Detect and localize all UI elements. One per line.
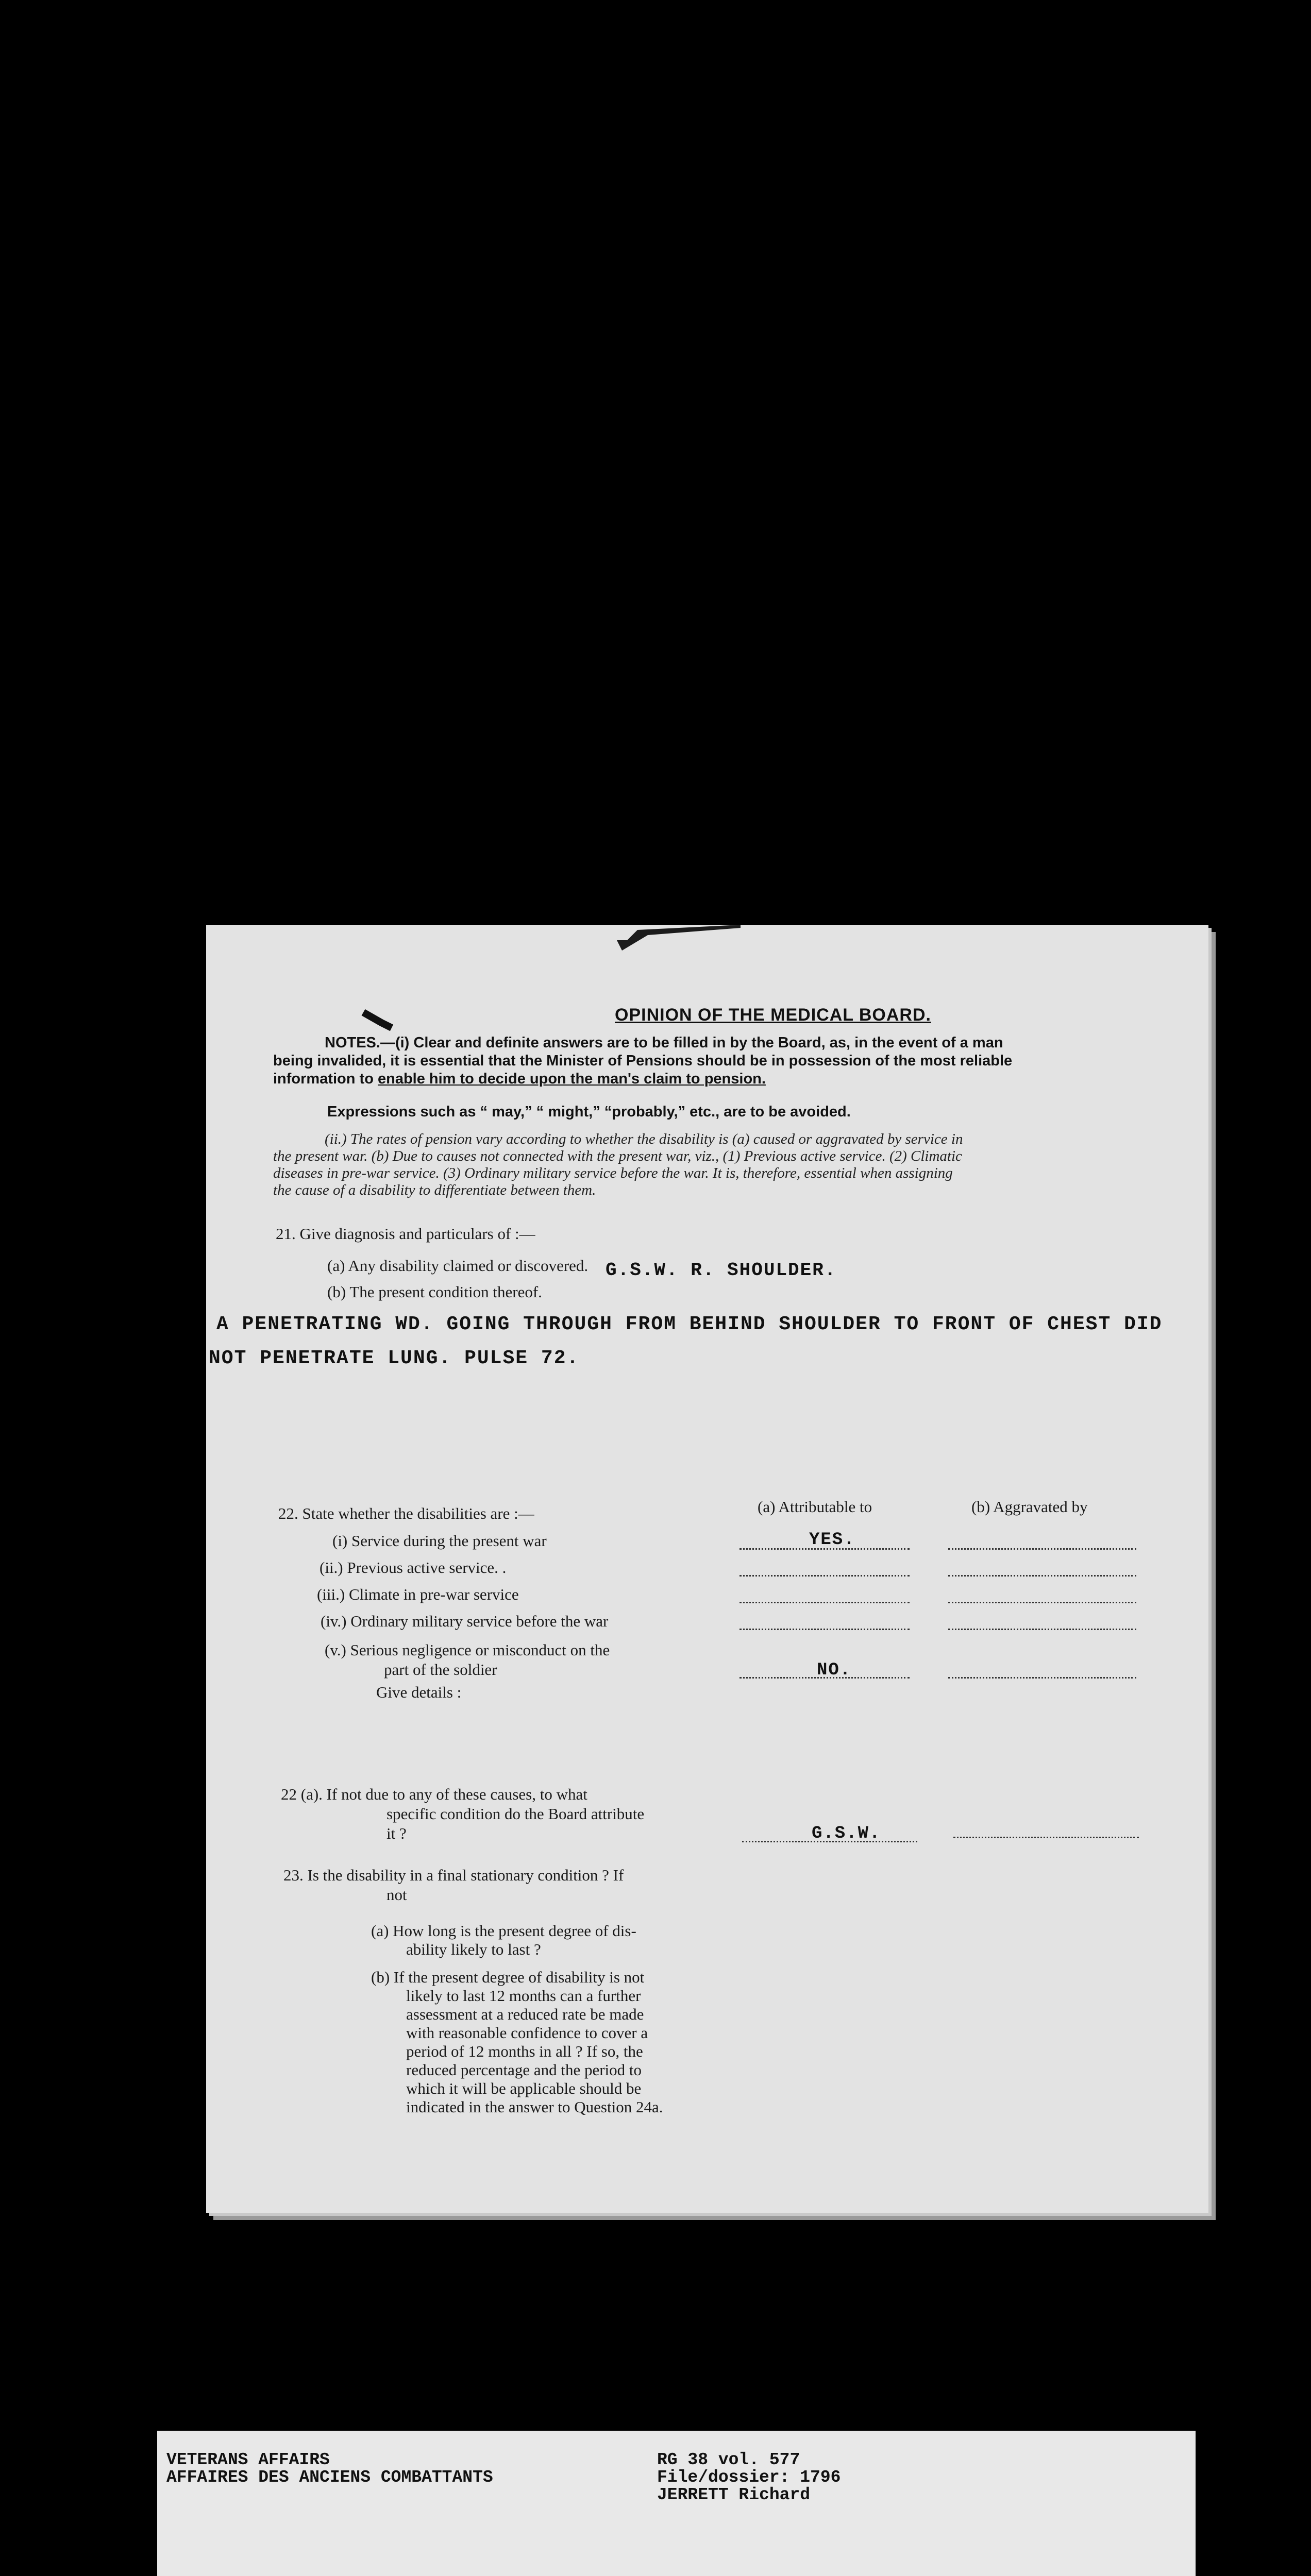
file-number: File/dossier: 1796 [657, 2468, 841, 2487]
q23a-line-2: ability likely to last ? [406, 1940, 541, 1958]
q23b-line-6: reduced percentage and the period to [406, 2061, 642, 2079]
q22-item-i: (i) Service during the present war [332, 1532, 547, 1550]
record-group: RG 38 vol. 577 [657, 2450, 800, 2469]
rates-line-1: (ii.) The rates of pension vary according to whether the disability is (a) caused or aggravated by service in [325, 1131, 963, 1147]
q22-item-ii: (ii.) Previous active service. . [320, 1558, 507, 1577]
answer-line-b-i [948, 1548, 1136, 1550]
answer-line-a-ii [739, 1575, 910, 1577]
q22a-answer: G.S.W. [812, 1824, 881, 1843]
q23b-line-4: with reasonable confidence to cover a [406, 2024, 648, 2042]
notes-line-3-b: enable him to decide upon the man's claim to pension. [377, 1071, 766, 1087]
answer-line-22a-b [953, 1837, 1139, 1838]
torn-paper-icon [617, 925, 741, 951]
q22a-line-2: specific condition do the Board attribute [386, 1805, 645, 1823]
q23-line-2: not [386, 1886, 407, 1904]
answer-line-a-iv [739, 1629, 910, 1630]
q21b-label: (b) The present condition thereof. [327, 1283, 542, 1301]
q22-item-iii: (iii.) Climate in pre-war service [317, 1585, 519, 1603]
q23b-line-5: period of 12 months in all ? If so, the [406, 2042, 643, 2060]
ink-mark-icon [361, 1007, 397, 1033]
answer-line-b-iv [948, 1629, 1136, 1630]
column-b-header: (b) Aggravated by [971, 1498, 1088, 1516]
expressions-note: Expressions such as “ may,” “ might,” “probably,” etc., are to be avoided. [327, 1104, 851, 1120]
q22-answer-i: YES. [809, 1530, 855, 1550]
q21b-answer-line-1: A PENETRATING WD. GOING THROUGH FROM BEHIND SHOULDER TO FRONT OF CHEST DID [216, 1313, 1163, 1335]
q21b-answer-line-2: NOT PENETRATE LUNG. PULSE 72. [209, 1347, 580, 1369]
person-name: JERRETT Richard [657, 2485, 811, 2504]
medical-board-form [206, 925, 1208, 2213]
rates-line-2: the present war. (b) Due to causes not connected with the present war, viz., (1) Previous active service. (2) Climatic [273, 1148, 962, 1164]
q22-item-v-cont: part of the soldier [384, 1660, 497, 1679]
q23b-line-8: indicated in the answer to Question 24a. [406, 2098, 663, 2116]
notes-paragraph [273, 1034, 1139, 1088]
answer-line-b-iii [948, 1602, 1136, 1603]
notes-line-3 [273, 1070, 1139, 1088]
rates-paragraph [273, 1131, 1139, 1199]
give-details-label: Give details : [376, 1683, 462, 1701]
q21-label: 21. Give diagnosis and particulars of :— [276, 1225, 535, 1243]
q23b-line-3: assessment at a reduced rate be made [406, 2005, 644, 2023]
q22-label: 22. State whether the disabilities are :— [278, 1504, 534, 1522]
q23b-line-2: likely to last 12 months can a further [406, 1987, 641, 2005]
q23a-line-1: (a) How long is the present degree of dis- [371, 1922, 636, 1940]
rates-line-4: the cause of a disability to differentiate between them. [273, 1182, 596, 1198]
q22a-line-3: it ? [386, 1824, 407, 1842]
column-a-header: (a) Attributable to [758, 1498, 872, 1516]
q23b-block [371, 1968, 663, 2116]
q22-item-iv: (iv.) Ordinary military service before the war [321, 1612, 609, 1630]
notes-line-2: being invalided, it is essential that the Minister of Pensions should be in possession of the most reliable [273, 1053, 1013, 1069]
org-english: VETERANS AFFAIRS [166, 2450, 330, 2469]
q22a-line-1: 22 (a). If not due to any of these causes, to what [281, 1785, 587, 1803]
answer-line-b-v [948, 1677, 1136, 1679]
q21a-answer: G.S.W. R. SHOULDER. [606, 1260, 837, 1281]
archive-label-card [157, 2431, 1196, 2576]
q23b-line-1: (b) If the present degree of disability is not [371, 1968, 645, 1986]
answer-line-b-ii [948, 1575, 1136, 1577]
q21a-label: (a) Any disability claimed or discovered. [327, 1257, 589, 1275]
org-french: AFFAIRES DES ANCIENS COMBATTANTS [166, 2468, 493, 2487]
answer-line-a-iii [739, 1602, 910, 1603]
form-title: OPINION OF THE MEDICAL BOARD. [615, 1005, 931, 1025]
q23-line-1: 23. Is the disability in a final stationary condition ? If [283, 1866, 624, 1884]
q22-item-v: (v.) Serious negligence or misconduct on the [325, 1641, 610, 1659]
notes-line-1: NOTES.—(i) Clear and definite answers are to be filled in by the Board, as, in the event of a man [325, 1035, 1003, 1051]
q22-answer-v: NO. [817, 1660, 852, 1680]
q23b-line-7: which it will be applicable should be [406, 2079, 642, 2097]
rates-line-3: diseases in pre-war service. (3) Ordinary military service before the war. It is, therefore, essential when assigning [273, 1165, 953, 1181]
notes-line-3-a: information to [273, 1071, 374, 1087]
